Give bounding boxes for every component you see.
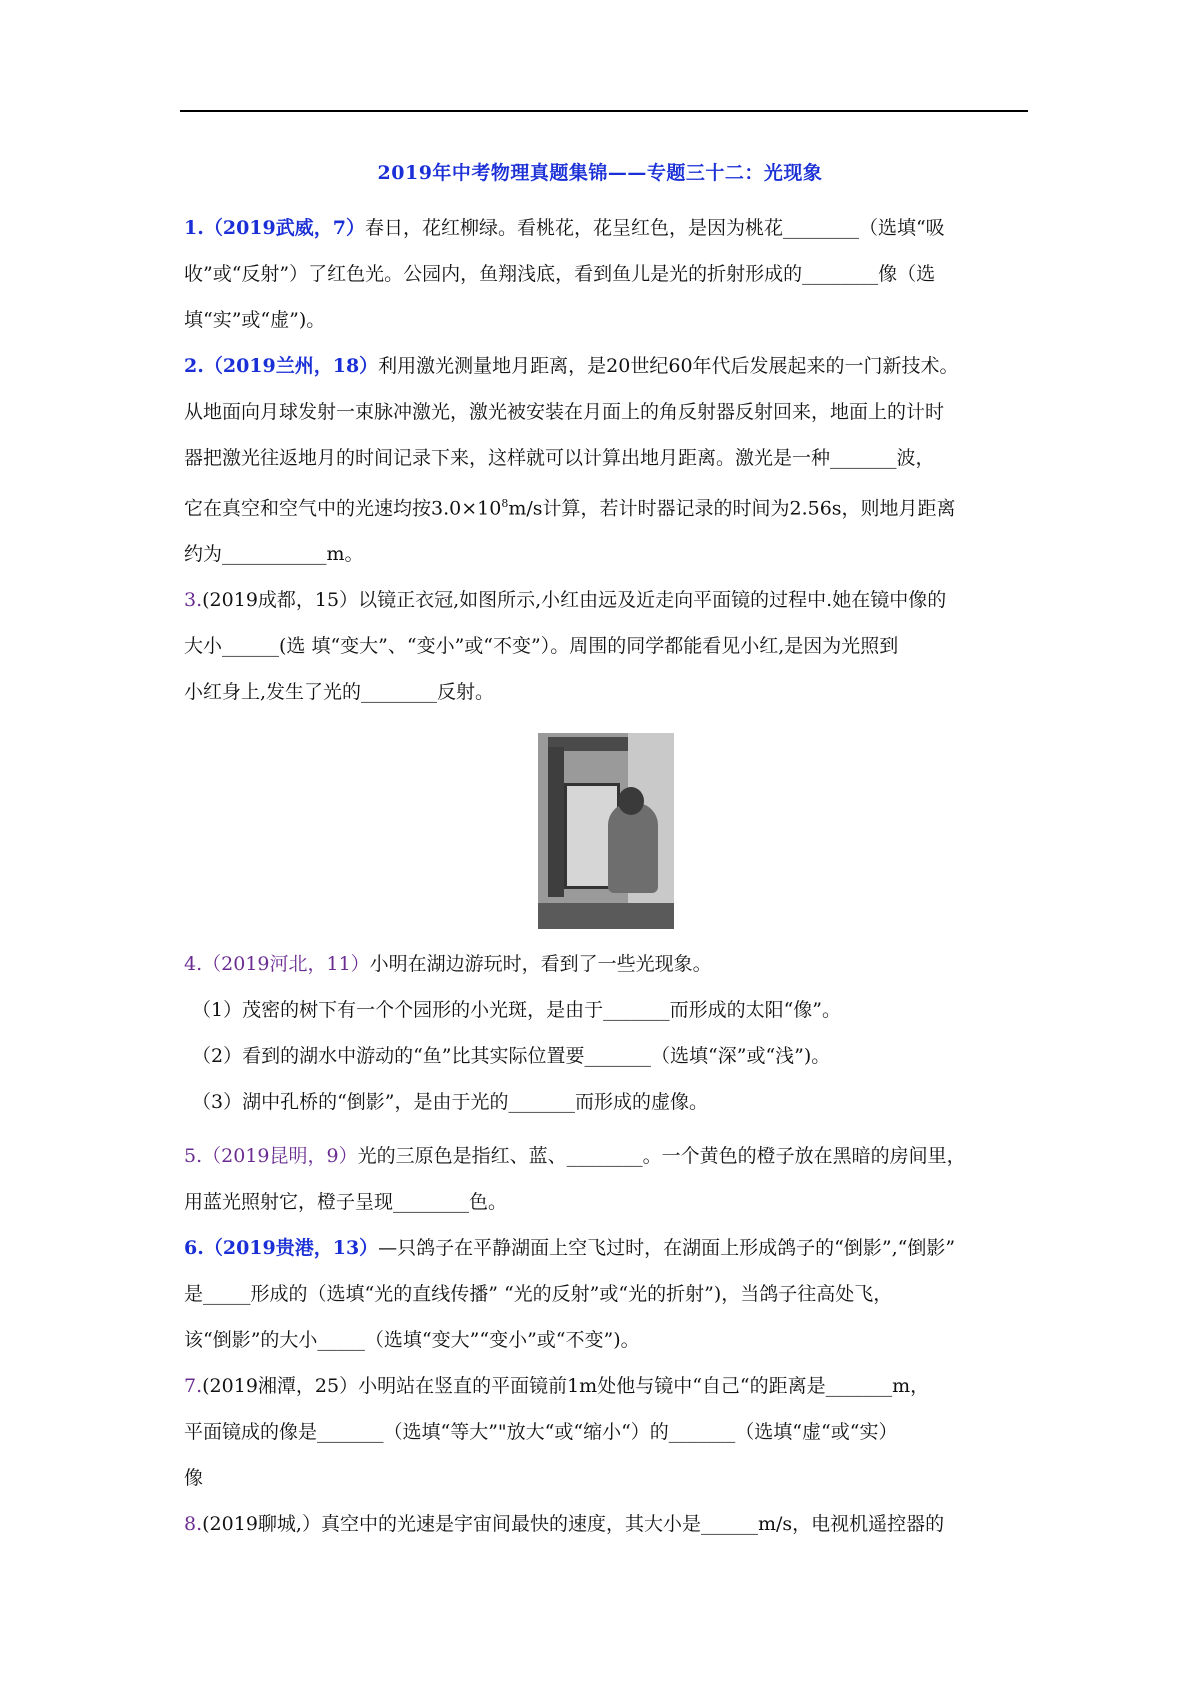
question-1-line-2: 收”或“反射”）了红色光。公园内，鱼翔浅底，看到鱼儿是光的折射形成的________像（选 bbox=[184, 263, 936, 285]
question-source: （2019昆明，9） bbox=[202, 1145, 358, 1168]
question-5 bbox=[184, 1133, 1028, 1179]
question-2-line-5: 约为___________m。 bbox=[184, 543, 364, 566]
question-text: (2019湘潭，25）小明站在竖直的平面镜前1m处他与镜中“自己“的距离是_______m， bbox=[202, 1375, 930, 1398]
question-6 bbox=[184, 1225, 1028, 1271]
question-4-part-3: （3）湖中孔桥的“倒影”，是由于光的_______而形成的虚像。 bbox=[192, 1091, 709, 1114]
question-text: 光的三原色是指红、蓝、________。一个黄色的橙子放在黑暗的房间里， bbox=[357, 1145, 966, 1168]
question-number: 3. bbox=[184, 589, 203, 612]
question-1-line-3: 填“实”或“虚”)。 bbox=[184, 309, 326, 331]
question-number: 2. bbox=[184, 355, 204, 377]
question-4 bbox=[184, 941, 1028, 987]
line-text: m/s计算，若计时器记录的时间为2.56s，则地月距离 bbox=[508, 497, 956, 520]
question-text: —只鸽子在平静湖面上空飞过时，在湖面上形成鸽子的“倒影”,“倒影” bbox=[378, 1237, 956, 1260]
question-source: （2019武威，7） bbox=[203, 217, 365, 239]
question-text: (2019成都，15）以镜正衣冠,如图所示,小红由远及近走向平面镜的过程中.她在镜中像的 bbox=[202, 589, 947, 612]
question-source: （2019兰州，18） bbox=[203, 355, 379, 377]
question-1 bbox=[184, 205, 1028, 251]
question-6-line-3: 该“倒影”的大小_____（选填“变大”“变小”或“不变”)。 bbox=[184, 1329, 640, 1352]
question-2-line-3: 器把激光往返地月的时间记录下来，这样就可以计算出地月距离。激光是一种_______波， bbox=[184, 447, 935, 469]
question-number: 8. bbox=[184, 1513, 203, 1536]
question-text: 春日，花红柳绿。看桃花，花呈红色，是因为桃花________（选填“吸 bbox=[364, 217, 945, 239]
question-source: （2019贵港，13） bbox=[203, 1237, 379, 1260]
question-3 bbox=[184, 577, 1028, 623]
question-5-line-2: 用蓝光照射它，橙子呈现________色。 bbox=[184, 1191, 508, 1214]
question-number: 5. bbox=[184, 1145, 203, 1168]
question-7-line-2: 平面镜成的像是_______（选填“等大”"放大“或“缩小“）的_______（选填“虚“或“实） bbox=[184, 1421, 898, 1444]
question-text: 利用激光测量地月距离，是20世纪60年代后发展起来的一门新技术。 bbox=[378, 355, 959, 377]
question-2-line-4 bbox=[184, 481, 1028, 531]
question-3-line-3: 小红身上,发生了光的________反射。 bbox=[184, 681, 495, 704]
mirror-photo bbox=[538, 733, 674, 929]
question-2 bbox=[184, 343, 1028, 389]
line-text: 它在真空和空气中的光速均按3.0×10 bbox=[184, 497, 502, 520]
question-2-line-2: 从地面向月球发射一束脉冲激光，激光被安装在月面上的角反射器反射回来，地面上的计时 bbox=[184, 401, 945, 423]
question-number: 1. bbox=[184, 217, 204, 239]
question-source: （2019河北，11） bbox=[202, 953, 370, 976]
document-title: 2019年中考物理真题集锦——专题三十二：光现象 bbox=[377, 162, 823, 184]
question-number: 4. bbox=[184, 953, 203, 976]
question-4-part-1: （1）茂密的树下有一个个园形的小光斑，是由于_______而形成的太阳“像”。 bbox=[192, 999, 842, 1022]
question-text: (2019聊城,）真空中的光速是宇宙间最快的速度，其大小是______m/s，电视机遥控器的 bbox=[202, 1513, 945, 1536]
question-3-line-2: 大小______(选 填“变大”、“变小”或“不变”）。周围的同学都能看见小红,是因为光照到 bbox=[184, 635, 899, 658]
question-number: 7. bbox=[184, 1375, 203, 1398]
question-8 bbox=[184, 1501, 1028, 1547]
question-7 bbox=[184, 1363, 1028, 1409]
question-4-part-2: （2）看到的湖水中游动的“鱼”比其实际位置要_______（选填“深”或“浅”)。 bbox=[192, 1045, 831, 1068]
header-rule bbox=[180, 110, 1028, 112]
question-text: 小明在湖边游玩时，看到了一些光现象。 bbox=[369, 953, 712, 976]
question-number: 6. bbox=[184, 1237, 204, 1260]
question-6-line-2: 是_____形成的（选填“光的直线传播” “光的反射”或“光的折射”)，当鸽子往高处飞， bbox=[184, 1283, 893, 1306]
document-body bbox=[184, 205, 1028, 1547]
exponent: 8 bbox=[501, 497, 509, 510]
question-7-line-3: 像 bbox=[184, 1467, 204, 1490]
